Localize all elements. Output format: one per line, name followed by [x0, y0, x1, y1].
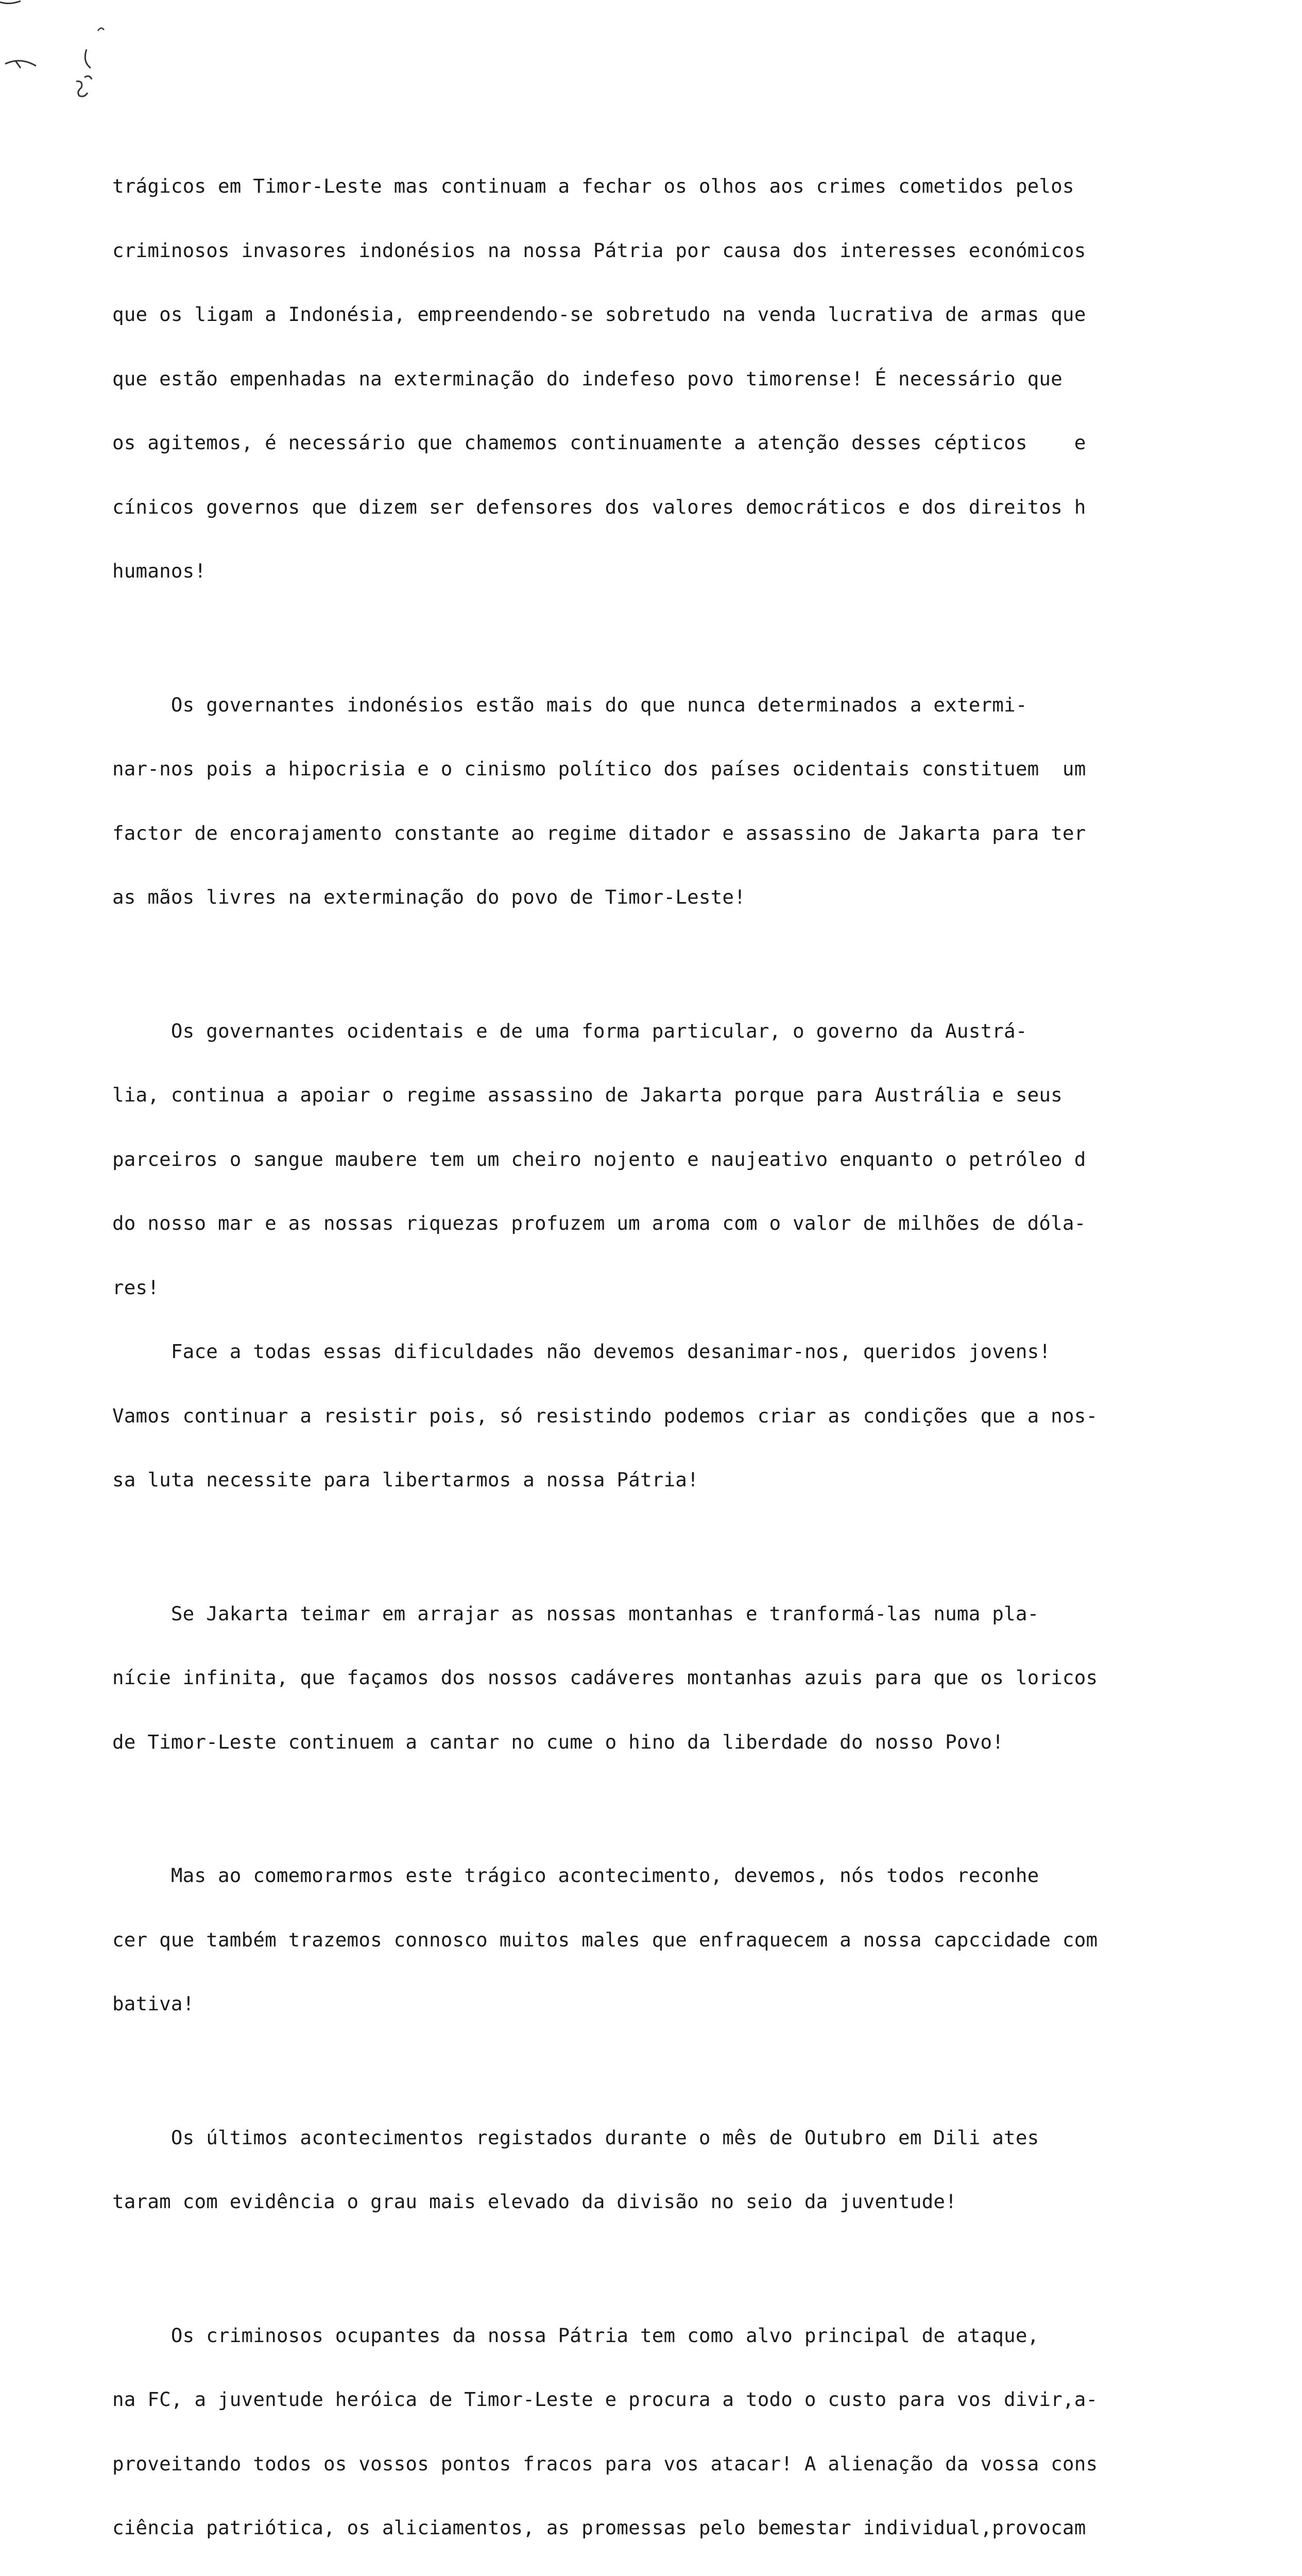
text-line: factor de encorajamento constante ao regime ditador e assassino de Jakarta para ter: [112, 823, 1199, 844]
text-line: parceiros o sangue maubere tem um cheiro nojento e naujeativo enquanto o petróleo d: [112, 1149, 1199, 1171]
text-line: trágicos em Timor-Leste mas continuam a fechar os olhos aos crimes cometidos pelos: [112, 176, 1199, 197]
text-line: Se Jakarta teimar em arrajar as nossas montanhas e tranformá-las numa pla-: [112, 1603, 1199, 1625]
text-line: bativa!: [112, 1993, 1199, 2015]
text-line: Os criminosos ocupantes da nossa Pátria tem como alvo principal de ataque,: [112, 2325, 1199, 2347]
handwritten-corner-marks: [0, 0, 165, 124]
text-line: de Timor-Leste continuem a cantar no cume o hino da liberdade do nosso Povo!: [112, 1732, 1199, 1753]
text-line: do nosso mar e as nossas riquezas profuzem um aroma com o valor de milhões de dóla-: [112, 1213, 1199, 1234]
text-line: as mãos livres na exterminação do povo de Timor-Leste!: [112, 887, 1199, 908]
paragraph: [112, 2282, 1199, 2576]
paragraph: [112, 1822, 1199, 2058]
paragraph: [112, 652, 1199, 951]
text-line: Vamos continuar a resistir pois, só resistindo podemos criar as condições que a nos-: [112, 1405, 1199, 1427]
document-body: [112, 133, 1199, 2576]
text-line: taram com evidência o grau mais elevado da divisão no seio da juventude!: [112, 2191, 1199, 2213]
text-line: que estão empenhadas na exterminação do indefeso povo timorense! É necessário que: [112, 368, 1199, 390]
text-line: Face a todas essas dificuldades não devemos desanimar-nos, queridos jovens!: [112, 1341, 1199, 1363]
text-line: na FC, a juventude heróica de Timor-Leste e procura a todo o custo para vos divir,a-: [112, 2389, 1199, 2411]
text-line: cer que também trazemos connosco muitos males que enfraquecem a nossa capccidade com: [112, 1929, 1199, 1951]
text-line: humanos!: [112, 561, 1199, 582]
text-line: ciência patriótica, os aliciamentos, as promessas pelo bemestar individual,provocam: [112, 2517, 1199, 2539]
text-line: lia, continua a apoiar o regime assassino de Jakarta porque para Austrália e seus: [112, 1084, 1199, 1106]
text-line: Os governantes ocidentais e de uma forma particular, o governo da Austrá-: [112, 1021, 1199, 1042]
text-line: cínicos governos que dizem ser defensores dos valores democráticos e dos direitos h: [112, 497, 1199, 518]
paragraph: [112, 133, 1199, 625]
text-line: que os ligam a Indonésia, empreendendo-se sobretudo na venda lucrativa de armas que: [112, 304, 1199, 326]
paragraph: [112, 978, 1199, 1534]
text-line: sa luta necessite para libertarmos a nossa Pátria!: [112, 1469, 1199, 1491]
text-line: proveitando todos os vossos pontos fracos para vos atacar! A alienação da vossa cons: [112, 2453, 1199, 2475]
text-line: criminosos invasores indonésios na nossa Pátria por causa dos interesses económicos: [112, 240, 1199, 262]
text-line: Os governantes indonésios estão mais do que nunca determinados a extermi-: [112, 694, 1199, 716]
text-line: res!: [112, 1277, 1199, 1299]
text-line: Mas ao comemorarmos este trágico acontecimento, devemos, nós todos reconhe: [112, 1865, 1199, 1887]
text-line: Os últimos acontecimentos registados durante o mês de Outubro em Dili ates: [112, 2127, 1199, 2149]
text-line: nar-nos pois a hipocrisia e o cinismo político dos países ocidentais constituem um: [112, 758, 1199, 780]
paragraph: [112, 1561, 1199, 1796]
text-line: os agitemos, é necessário que chamemos continuamente a atenção desses cépticos e: [112, 432, 1199, 454]
paragraph: [112, 2084, 1199, 2256]
text-line: nície infinita, que façamos dos nossos cadáveres montanhas azuis para que os loricos: [112, 1667, 1199, 1689]
